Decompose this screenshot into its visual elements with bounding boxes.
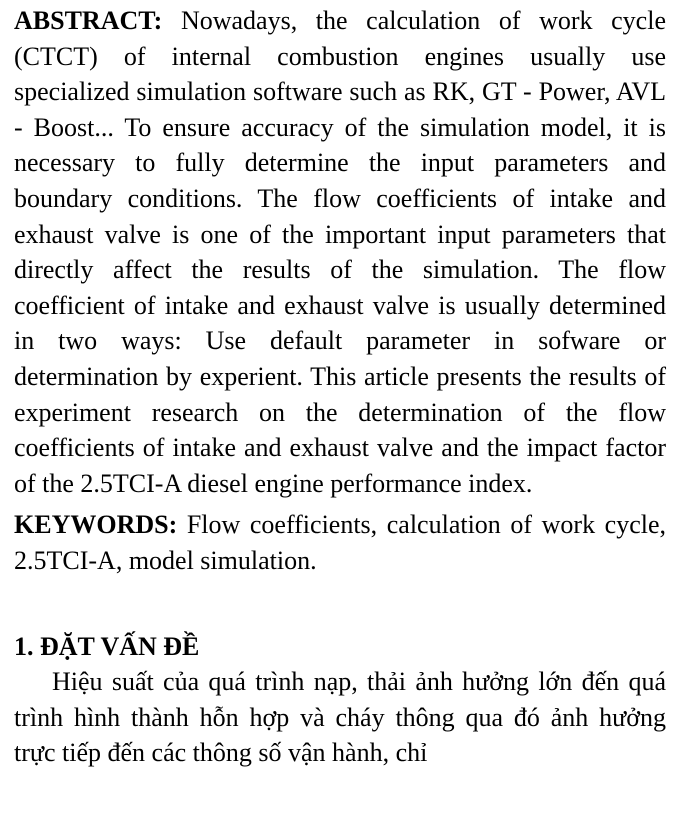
keywords-paragraph [14,507,666,578]
section-body-paragraph: Hiệu suất của quá trình nạp, thải ảnh hưởng lớn đến quá trình hình thành hỗn hợp và cháy thông qua đó ảnh hưởng trực tiếp đến các thông số vận hành, chỉ [14,667,666,768]
paper-page [14,3,666,771]
keywords-label: KEYWORDS: [14,510,178,540]
section-heading: 1. ĐẶT VẤN ĐỀ [14,631,200,661]
keywords-text: Flow coefficients, calculation of work cycle, 2.5TCI-A, model simulation. [14,510,666,575]
abstract-paragraph [14,3,666,501]
abstract-label: ABSTRACT: [14,6,163,35]
abstract-text: Nowadays, the calculation of work cycle (CTCT) of internal combustion engines usually use specialized simulation software such as RK, GT - Power, AVL - Boost... To ensure accuracy of the simulation model, it is necessary to fully determine the input parameters and boundary conditions. The flow coefficients of intake and exhaust valve is one of the important input parameters that directly affect the results of the simulation. The flow coefficient of intake and exhaust valve is usually determined in two ways: Use default parameter in sofware or determination by experient. This article presents the results of experiment research on the determination of the flow coefficients of intake and exhaust valve and the impact factor of the 2.5TCI-A diesel engine performance index. [14,6,666,498]
